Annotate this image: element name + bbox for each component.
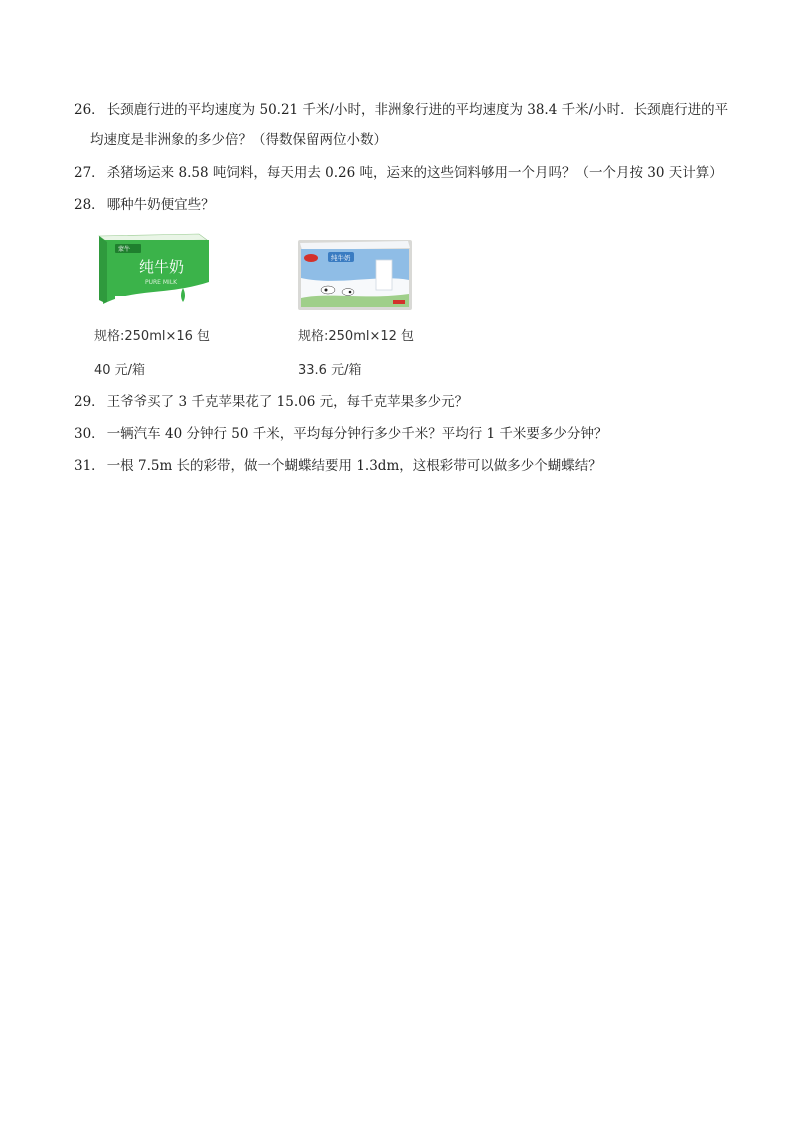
product-price: 33.6 元/箱: [298, 363, 362, 378]
question-number: 31．: [74, 458, 105, 474]
question-30: [74, 424, 607, 444]
question-number: 26．: [74, 102, 105, 118]
question-number: 30．: [74, 426, 105, 442]
box-label: 纯牛奶: [139, 258, 185, 276]
question-text: 王爷爷买了 3 千克苹果花了 15.06 元，每千克苹果多少元？: [106, 394, 469, 410]
question-28: [74, 195, 215, 215]
question-27: [74, 163, 723, 183]
svg-text:蒙牛: 蒙牛: [118, 246, 131, 253]
question-text: 一辆汽车 40 分钟行 50 千米，平均每分钟行多少千米？平均行 1 千米要多少分钟？: [106, 426, 608, 442]
question-text: 长颈鹿行进的平均速度为 50.21 千米/小时，非洲象行进的平均速度为 38.4 千米/小时．长颈鹿行进的平: [106, 102, 729, 118]
box-label: 纯牛奶: [331, 254, 351, 262]
question-number: 29．: [74, 394, 105, 410]
product-spec: 规格:250ml×16 包: [94, 329, 211, 344]
question-26: [74, 100, 728, 120]
question-26-continuation: 均速度是非洲象的多少倍？（得数保留两位小数）: [90, 132, 387, 148]
green-milk-carton-box-icon: [95, 230, 211, 308]
product-option-2: [296, 228, 426, 378]
question-text: 一根 7.5m 长的彩带，做一个蝴蝶结要用 1.3dm，这根彩带可以做多少个蝴蝶结？: [106, 458, 602, 474]
product-price: 40 元/箱: [94, 363, 146, 378]
white-blue-milk-carton-box-icon: [298, 240, 412, 310]
product-spec: 规格:250ml×12 包: [298, 329, 415, 344]
question-number: 28．: [74, 197, 105, 213]
question-31: [74, 456, 602, 476]
question-number: 27．: [74, 165, 105, 181]
box-sublabel: PURE MILK: [145, 279, 178, 286]
product-option-1: [92, 228, 222, 378]
question-text: 杀猪场运来 8.58 吨饲料，每天用去 0.26 吨，运来的这些饲料够用一个月吗？（一个月按 30 天计算）: [106, 165, 723, 181]
question-29: [74, 392, 468, 412]
question-text: 哪种牛奶便宜些？: [106, 197, 215, 213]
